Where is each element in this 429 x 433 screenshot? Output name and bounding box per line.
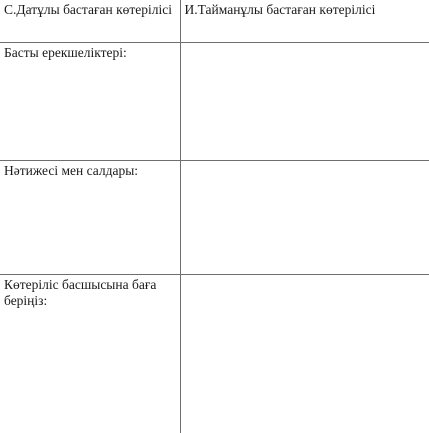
header-cell-datuly — [0, 0, 180, 42]
answer-cell[interactable] — [180, 160, 429, 274]
row-label-evaluation: Көтеріліс басшысына баға беріңіз: — [4, 276, 157, 308]
header-cell-taimanuly — [180, 0, 429, 42]
answer-cell[interactable] — [180, 274, 429, 433]
table-row — [0, 274, 429, 433]
row-label-cell — [0, 160, 180, 274]
header-taimanuly-label: И.Тайманұлы бастаған көтерілісі — [184, 2, 376, 17]
row-label-cell — [0, 42, 180, 160]
answer-cell[interactable] — [180, 42, 429, 160]
row-label-features: Басты ерекшеліктері: — [4, 44, 127, 60]
header-datuly-label: С.Датұлы бастаған көтерілісі — [4, 2, 173, 17]
row-label-cell — [0, 274, 180, 433]
table-header-row — [0, 0, 429, 42]
table-row — [0, 160, 429, 274]
row-label-results: Нәтижесі мен салдары: — [4, 162, 139, 178]
table-row — [0, 42, 429, 160]
